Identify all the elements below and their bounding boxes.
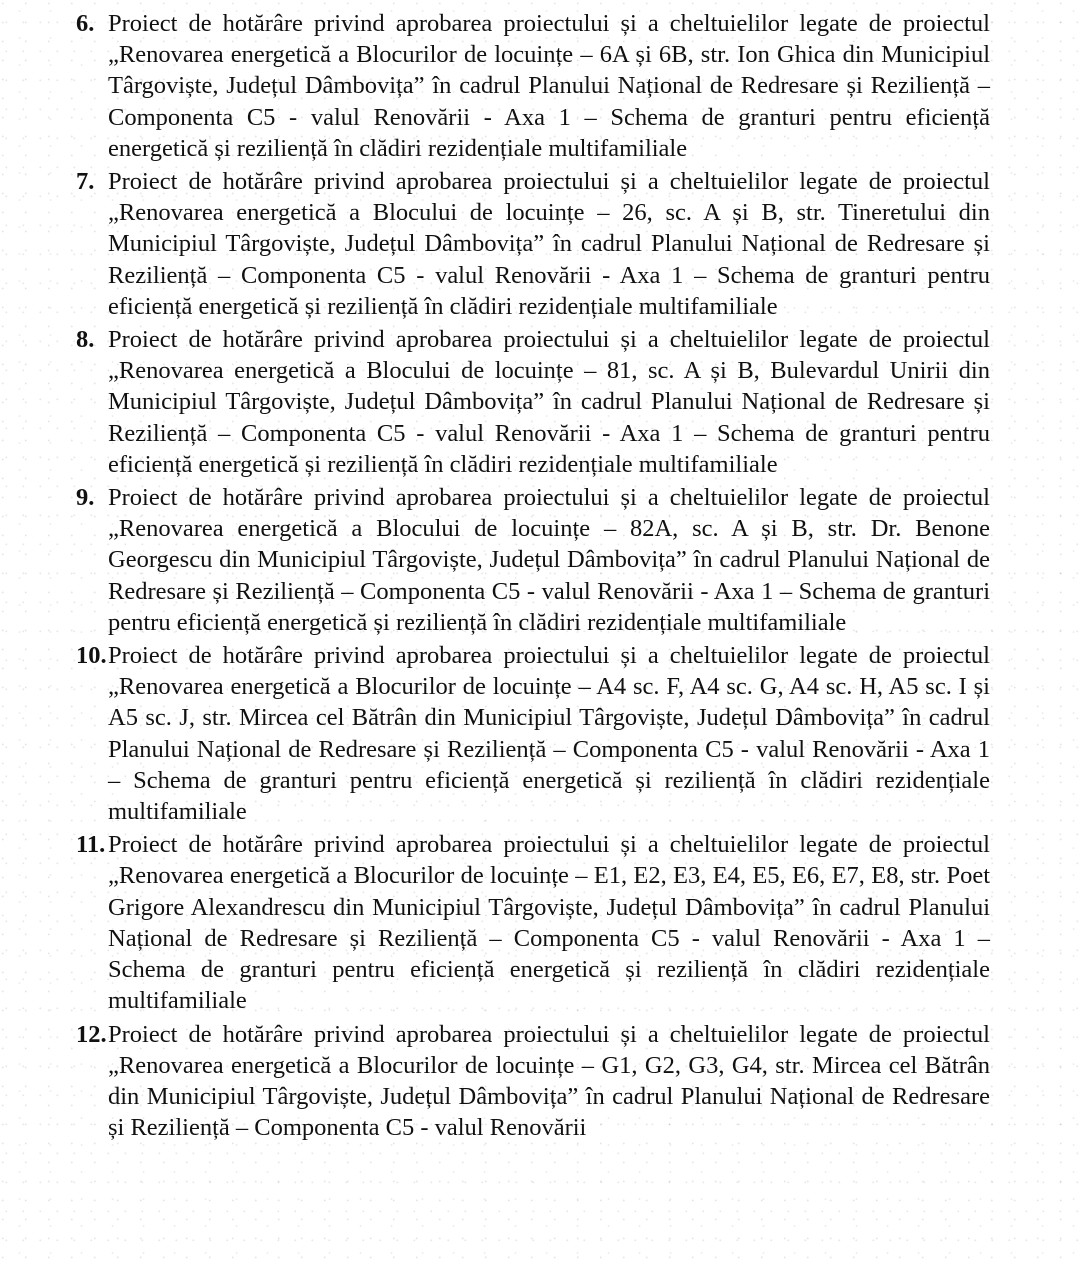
agenda-item-text: Proiect de hotărâre privind aprobarea proiectului și a cheltuielilor legate de proiectul „Renovarea energetică a Blocului de locuințe – 26, sc. A și B, str. Tineretului din Municipiul Târgoviște, Județul Dâmbovița” în cadrul Planului Național de Redresare și Reziliență – Componenta C5 - valul Renovării - Axa 1 – Schema de granturi pentru eficiență energetică și reziliență în clădiri rezidențiale multifamiliale [108,168,990,320]
agenda-item-text: Proiect de hotărâre privind aprobarea proiectului și a cheltuielilor legate de proiectul „Renovarea energetică a Blocurilor de locuințe – E1, E2, E3, E4, E5, E6, E7, E8, str. Poet Grigore Alexandrescu din Municipiul Târgoviște, Județul Dâmbovița” în cadrul Planului Național de Redresare și Reziliență – Componenta C5 - valul Renovării - Axa 1 – Schema de granturi pentru eficiență energetică și reziliență în clădiri rezidențiale multifamiliale [108,831,990,1015]
agenda-item-8 [76,324,990,480]
agenda-item-number: 8. [76,326,95,354]
agenda-item-number: 7. [76,168,95,196]
agenda-item-number: 9. [76,484,95,512]
agenda-item-11 [76,829,990,1016]
agenda-item-7 [76,166,990,322]
agenda-item-number: 12. [76,1020,107,1048]
agenda-item-text: Proiect de hotărâre privind aprobarea proiectului și a cheltuielilor legate de proiectul „Renovarea energetică a Blocurilor de locuințe – G1, G2, G3, G4, str. Mircea cel Bătrân din Municipiul Târgoviște, Județul Dâmbovița” în cadrul Planului Național de Redresare și Reziliență – Componenta C5 - valul Renovării [108,1020,990,1142]
agenda-item-number: 6. [76,10,95,37]
agenda-item-12 [76,1019,990,1144]
agenda-item-text: Proiect de hotărâre privind aprobarea proiectului și a cheltuielilor legate de proiectul „Renovarea energetică a Blocului de locuințe – 81, sc. A și B, Bulevardul Unirii din Municipiul Târgoviște, Județul Dâmbovița” în cadrul Planului Național de Redresare și Reziliență – Componenta C5 - valul Renovării - Axa 1 – Schema de granturi pentru eficiență energetică și reziliență în clădiri rezidențiale multifamiliale [108,326,990,478]
agenda-item-text: Proiect de hotărâre privind aprobarea proiectului și a cheltuielilor legate de proiectul „Renovarea energetică a Blocurilor de locuințe – A4 sc. F, A4 sc. G, A4 sc. H, A5 sc. I și A5 sc. J, str. Mircea cel Bătrân din Municipiul Târgoviște, Județul Dâmbovița” în cadrul Planului Național de Redresare și Reziliență – Componenta C5 - valul Renovării - Axa 1 – Schema de granturi pentru eficiență energetică și reziliență în clădiri rezidențiale multifamiliale [108,642,990,826]
agenda-item-6 [76,8,990,164]
agenda-item-number: 10. [76,642,107,670]
agenda-item-number: 11. [76,831,106,859]
agenda-item-text: Proiect de hotărâre privind aprobarea proiectului și a cheltuielilor legate de proiectul „Renovarea energetică a Blocului de locuințe – 82A, sc. A și B, str. Dr. Benone Georgescu din Municipiul Târgoviște, Județul Dâmbovița” în cadrul Planului Național de Redresare și Reziliență – Componenta C5 - valul Renovării - Axa 1 – Schema de granturi pentru eficiență energetică și reziliență în clădiri rezidențiale multifamiliale [108,484,990,636]
agenda-list [76,8,990,1145]
agenda-item-9 [76,482,990,638]
agenda-item-text: Proiect de hotărâre privind aprobarea proiectului și a cheltuielilor legate de proiectul „Renovarea energetică a Blocurilor de locuințe – 6A și 6B, str. Ion Ghica din Municipiul Târgoviște, Județul Dâmbovița” în cadrul Planului Național de Redresare și Reziliență – Componenta C5 - valul Renovării - Axa 1 – Schema de granturi pentru eficiență energetică și reziliență în clădiri rezidențiale multifamiliale [108,10,990,162]
agenda-item-10 [76,640,990,827]
